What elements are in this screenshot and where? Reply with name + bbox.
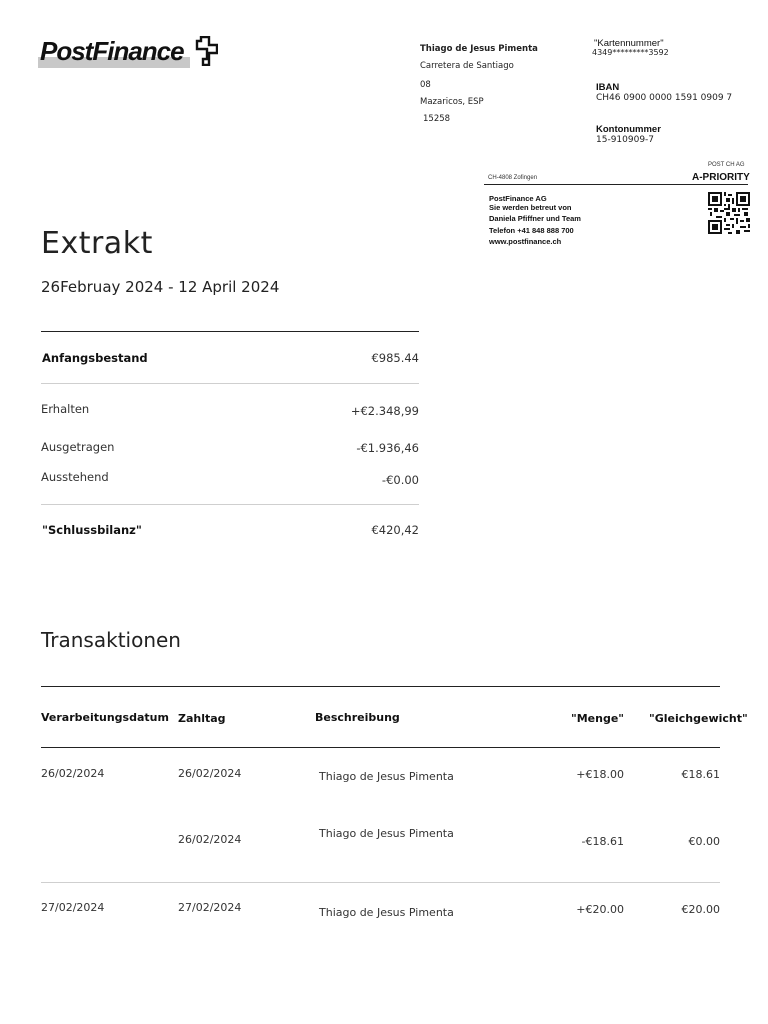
post-divider — [484, 184, 748, 185]
served-by-label: Sie werden betreut von — [489, 203, 572, 212]
card-number-label: "Kartennummer" — [594, 38, 664, 49]
table-row-amount: -€18.61 — [581, 835, 624, 848]
branch-phone: Telefon +41 848 888 700 — [489, 226, 574, 235]
statement-title: Extrakt — [41, 226, 153, 261]
logo-text: PostFinance — [40, 36, 184, 66]
advisor-name: Daniela Pfiffner und Team — [489, 214, 581, 223]
card-number-value: 4349*********3592 — [592, 48, 669, 57]
iban-value: CH46 0900 0000 1591 0909 7 — [596, 93, 733, 103]
table-top-divider — [41, 686, 720, 687]
customer-street: Carretera de Santiago — [420, 61, 514, 71]
table-row-amount: +€18.00 — [576, 768, 624, 781]
account-number-value: 15-910909-7 — [596, 135, 655, 145]
column-header-payment-date: Zahltag — [178, 712, 226, 725]
table-row-balance: €20.00 — [681, 903, 720, 916]
summary-divider — [41, 383, 419, 384]
table-row-description: Thiago de Jesus Pimenta — [319, 827, 454, 840]
statement-period: 26Februay 2024 - 12 April 2024 — [41, 278, 280, 296]
table-row-processing-date: 27/02/2024 — [41, 901, 105, 914]
postfinance-logo — [38, 36, 218, 70]
iban-label: IBAN — [596, 82, 620, 93]
table-header-divider — [41, 747, 720, 748]
transactions-title: Transaktionen — [41, 628, 181, 652]
branch-name: PostFinance AG — [489, 194, 547, 203]
closing-balance-value: €420,42 — [371, 523, 419, 537]
customer-house-number: 08 — [420, 80, 431, 90]
customer-postal-code: 15258 — [423, 114, 451, 124]
pending-value: -€0.00 — [381, 473, 419, 487]
summary-top-divider — [41, 331, 419, 332]
post-ch-ag-label: POST CH AG — [708, 162, 745, 168]
table-row-balance: €18.61 — [681, 768, 720, 781]
branch-website: www.postfinance.ch — [489, 237, 562, 246]
column-header-processing-date: Verarbeitungsdatum — [41, 711, 169, 724]
customer-city: Mazaricos, ESP — [420, 97, 484, 107]
opening-balance-label: Anfangsbestand — [42, 351, 148, 365]
customer-name: Thiago de Jesus Pimenta — [420, 44, 538, 54]
table-row-amount: +€20.00 — [576, 903, 624, 916]
received-value: +€2.348,99 — [350, 404, 419, 418]
post-origin: CH-4808 Zofingen — [488, 175, 538, 181]
table-row-payment-date: 26/02/2024 — [178, 767, 242, 780]
table-row-description: Thiago de Jesus Pimenta — [319, 906, 454, 919]
account-number-label: Kontonummer — [596, 124, 661, 135]
pending-label: Ausstehend — [41, 470, 109, 484]
spent-value: -€1.936,46 — [356, 441, 419, 455]
column-header-amount: "Menge" — [571, 712, 625, 725]
opening-balance-value: €985.44 — [371, 351, 419, 365]
qr-code-icon — [708, 192, 750, 234]
swiss-cross-icon — [192, 36, 218, 66]
column-header-balance: "Gleichgewicht" — [649, 712, 748, 725]
spent-label: Ausgetragen — [41, 440, 115, 454]
received-label: Erhalten — [41, 402, 90, 416]
summary-divider — [41, 504, 419, 505]
table-row-description: Thiago de Jesus Pimenta — [319, 770, 454, 783]
table-row-payment-date: 27/02/2024 — [178, 901, 242, 914]
table-row-divider — [41, 882, 720, 883]
priority-label: A-PRIORITY — [692, 172, 750, 183]
column-header-description: Beschreibung — [315, 711, 400, 724]
table-row-processing-date: 26/02/2024 — [41, 767, 105, 780]
table-row-balance: €0.00 — [688, 835, 720, 848]
table-row-payment-date: 26/02/2024 — [178, 833, 242, 846]
closing-balance-label: "Schlussbilanz" — [42, 523, 142, 537]
